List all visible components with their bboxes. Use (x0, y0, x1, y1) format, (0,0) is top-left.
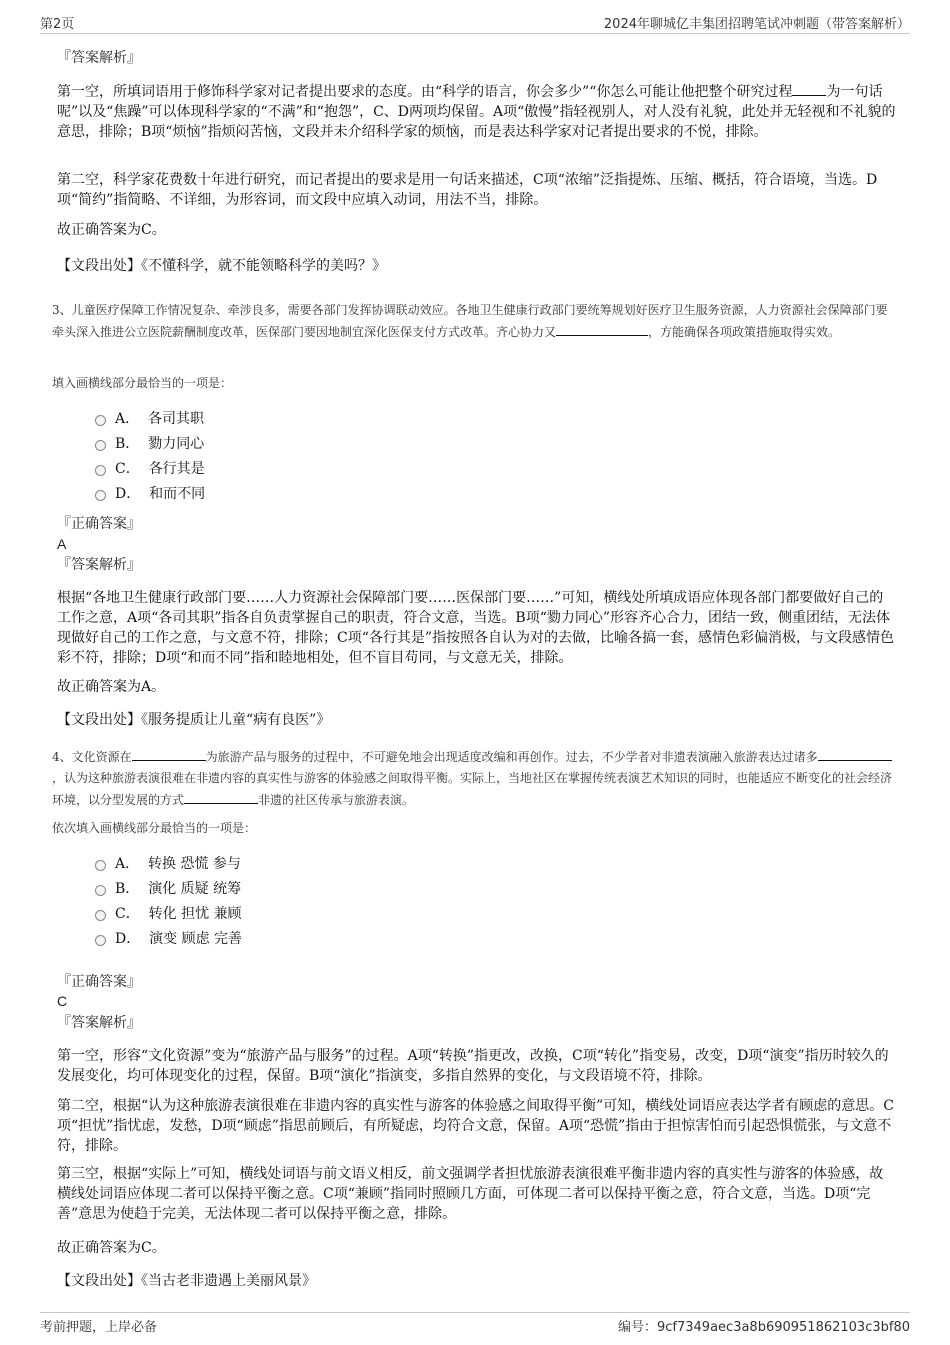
option-text: 各司其职 (148, 411, 205, 427)
q4-options (57, 852, 357, 952)
option-text: 勠力同心 (148, 436, 205, 452)
q2-analysis-para2: 第二空，科学家花费数十年进行研究，而记者提出的要求是用一句话来描述，C项“浓缩”泛指提炼、压缩、概括，符合语境，当选。D项“简约”指简略、不详细，为形容词，而文段中应填入动词，用法不当，排除。 (57, 172, 878, 208)
q3-blank (556, 321, 648, 336)
q3-option-a[interactable] (57, 407, 357, 432)
q4-option-b[interactable] (57, 877, 357, 902)
source-prefix: 【文段出处】 (57, 1273, 141, 1289)
q4-source (57, 1271, 316, 1291)
option-text: 各行其是 (148, 461, 205, 477)
option-letter: D． (115, 486, 141, 502)
option-letter: C． (115, 906, 140, 922)
q4-answer: C (57, 993, 68, 1009)
q4-stem-part-b: 为旅游产品与服务的过程中，不可避免地会出现适度改编和再创作。过去，不少学者对非遗表演融入旅游表达过诸多 (205, 750, 818, 764)
q4-stem (52, 746, 897, 811)
option-text: 演变 顾虑 完善 (149, 931, 243, 947)
q2-para1-part-b: 程 (778, 84, 793, 100)
q3-conclusion: 故正确答案为A。 (57, 679, 166, 695)
radio-icon[interactable] (95, 860, 106, 871)
q3-stem-part-b: ，方能确保各项政策措施取得实效。 (648, 325, 841, 339)
option-text: 转换 恐慌 参与 (148, 856, 241, 872)
correct-answer-label: 『正确答案』 (57, 516, 141, 532)
q4-option-d[interactable] (57, 927, 357, 952)
q2-para1-part-a: 第一空，所填词语用于修饰科学家对记者提出要求的态度。由“科学的语言，你会多少”“你怎么可能让他把整个研究过 (57, 84, 779, 100)
correct-answer-label: 『正确答案』 (57, 974, 141, 990)
option-text: 演化 质疑 统筹 (148, 881, 242, 897)
q2-para1-blank (792, 81, 826, 96)
q3-option-b[interactable] (57, 432, 357, 457)
q3-stem (52, 300, 897, 343)
option-letter: B． (115, 881, 140, 897)
radio-icon[interactable] (95, 910, 106, 921)
q4-conclusion: 故正确答案为C。 (57, 1240, 166, 1256)
q3-option-c[interactable] (57, 457, 357, 482)
q2-source-title: 《不懂科学，就不能领略科学的美吗？》 (141, 258, 386, 274)
q4-source-title: 《当古老非遗遇上美丽风景》 (141, 1273, 316, 1289)
source-prefix: 【文段出处】 (57, 258, 141, 274)
option-text: 转化 担忧 兼顾 (148, 906, 242, 922)
q4-blank-2 (818, 746, 892, 761)
footer-slogan: 考前押题，上岸必备 (40, 1320, 158, 1335)
q2-conclusion: 故正确答案为C。 (57, 222, 166, 238)
q3-prompt: 填入画横线部分最恰当的一项是： (52, 376, 233, 390)
radio-icon[interactable] (95, 490, 106, 501)
page-number: 第2页 (40, 17, 75, 32)
q4-stem-part-c: ，认为这种旅游表演很难在非遗内容的真实性与游客的体验感之间取得平衡。实际上，当地社区在掌握传统表演艺术知识的同时，也能适应不断变化的社会经济环境，以分型发展的方式 (52, 771, 893, 807)
q4-stem-part-d: 非遗的社区传承与旅游表演。 (258, 793, 415, 807)
radio-icon[interactable] (95, 415, 106, 426)
document-title: 2024年聊城亿丰集团招聘笔试冲刺题（带答案解析） (603, 17, 910, 32)
page-footer (40, 1312, 910, 1337)
option-letter: A． (115, 856, 140, 872)
q4-analysis-para3: 第三空，根据“实际上”可知，横线处词语与前文语义相反，前文强调学者担忧旅游表演很难平衡非遗内容的真实性与游客的体验感，故横线处词语应体现二者可以保持平衡之意。C项“兼顾”指同时照顾几方面，可体现二者可以保持平衡之意，符合文意，当选。D项“完善”意思为使趋于完美，无法体现二者可以保持平衡之意，排除。 (57, 1166, 884, 1222)
q2-para1-part-c: 为一句话呢”以及“焦躁”可以体现科学家的“不满”和“抱怨”，C、D两项均保留。A项“傲慢”指轻视别人，对人没有礼貌，此处并无轻视和不礼貌的意思，排除；B项“烦恼”指烦闷苦恼，文段并未介绍科学家的烦恼，而是表达科学家对记者提出要求的不悦，排除。 (57, 84, 896, 140)
q4-option-a[interactable] (57, 852, 357, 877)
analysis-label: 『答案解析』 (57, 557, 141, 573)
page-header (40, 11, 910, 34)
q2-analysis-para1 (57, 81, 897, 142)
analysis-label: 『答案解析』 (57, 1015, 141, 1031)
q4-analysis-para1: 第一空，形容“文化资源”变为“旅游产品与服务”的过程。A项“转换”指更改，改换，C项“转化”指变易，改变，D项“演变”指历时较久的发展变化，均可体现变化的过程，保留。B项“演化”指演变，多指自然界的变化，与文段语境不符，排除。 (57, 1048, 889, 1084)
q3-source (57, 710, 330, 730)
radio-icon[interactable] (95, 440, 106, 451)
q3-option-d[interactable] (57, 482, 357, 507)
option-text: 和而不同 (149, 486, 206, 502)
analysis-label: 『答案解析』 (57, 50, 141, 66)
option-letter: B． (115, 436, 140, 452)
q4-option-c[interactable] (57, 902, 357, 927)
q4-blank-1 (132, 746, 206, 761)
source-prefix: 【文段出处】 (57, 712, 141, 728)
option-letter: C． (115, 461, 140, 477)
q3-options (57, 407, 357, 507)
option-letter: D． (115, 931, 141, 947)
q4-blank-3 (184, 789, 258, 804)
radio-icon[interactable] (95, 885, 106, 896)
document-code: 编号：9cf7349aec3a8b690951862103c3bf80 (618, 1320, 910, 1335)
q4-prompt: 依次填入画横线部分最恰当的一项是： (52, 821, 257, 835)
q2-source (57, 256, 386, 276)
q3-source-title: 《服务提质让儿童“病有良医”》 (141, 712, 331, 728)
q4-stem-part-a: 4、文化资源在 (52, 750, 132, 764)
q3-analysis-para1: 根据“各地卫生健康行政部门要……人力资源社会保障部门要……医保部门要……”可知，横线处所填成语应体现各部门都要做好自己的工作之意，A项“各司其职”指各自负责掌握自己的职责，符合文意，当选。B项“勠力同心”形容齐心合力，团结一致，侧重团结，无法体现做好自己的工作之意，与文意不符，排除；C项“各行其是”指按照各自认为对的去做，比喻各搞一套，感情色彩偏消极，与文段感情色彩不符，排除；D项“和而不同”指和睦地相处，但不盲目苟同，与文意无关，排除。 (57, 590, 895, 666)
q3-answer: A (57, 536, 67, 552)
q3-stem-part-a: 3、儿童医疗保障工作情况复杂、牵涉良多，需要各部门发挥协调联动效应。各地卫生健康行政部门要统筹规划好医疗卫生服务资源，人力资源社会保障部门要牵头深入推进公立医院薪酬制度改革，医保部门要因地制宜深化医保支付方式改革。齐心协力又 (52, 303, 888, 339)
option-letter: A． (115, 411, 140, 427)
radio-icon[interactable] (95, 935, 106, 946)
radio-icon[interactable] (95, 465, 106, 476)
q4-analysis-para2: 第二空，根据“认为这种旅游表演很难在非遗内容的真实性与游客的体验感之间取得平衡”可知，横线处词语应表达学者有顾虑的意思。C项“担忧”指忧虑，发愁，D项“顾虑”指思前顾后，有所疑虑，均符合文意，保留。A项“恐慌”指由于担惊害怕而引起恐惧慌张，与文意不符，排除。 (57, 1098, 895, 1154)
